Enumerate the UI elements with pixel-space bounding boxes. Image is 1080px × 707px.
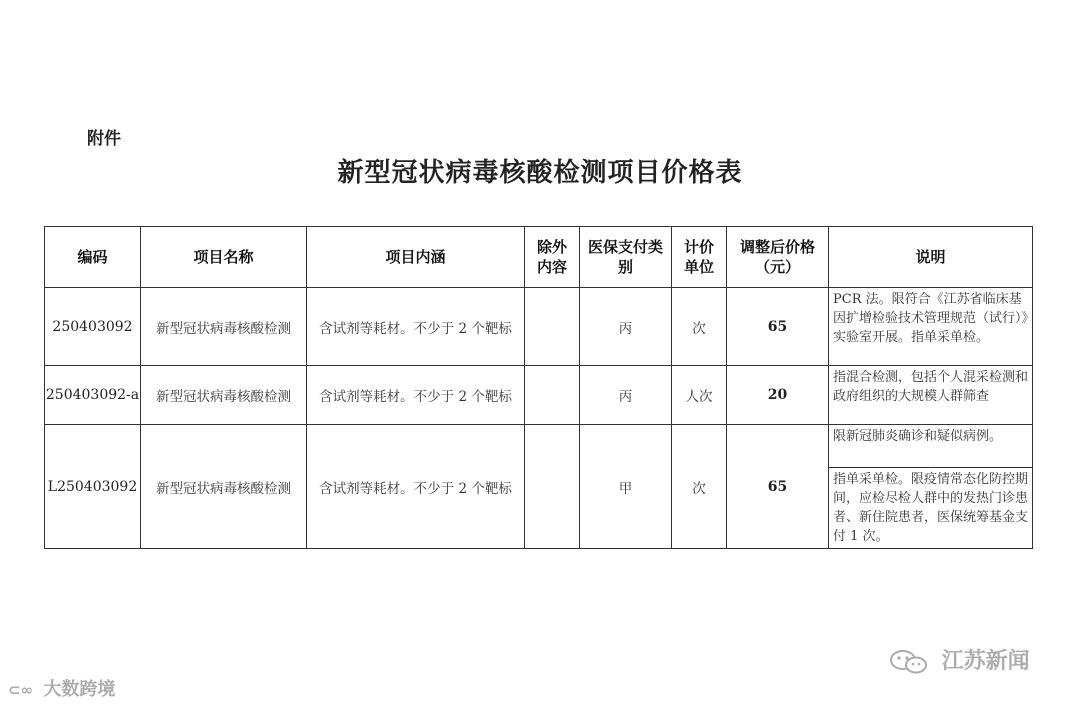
cell-name: 新型冠状病毒核酸检测 (141, 288, 307, 366)
cell-code: L250403092 (45, 425, 141, 549)
watermark-right (888, 644, 1030, 675)
col-header-name: 项目名称 (141, 227, 307, 288)
cell-unit: 次 (672, 425, 727, 549)
cell-code: 250403092 (45, 288, 141, 366)
cell-excluded (525, 425, 580, 549)
cell-content: 含试剂等耗材。不少于 2 个靶标 (307, 366, 525, 425)
note-part-1: 限新冠肺炎确诊和疑似病例。 (829, 425, 1032, 468)
col-header-price: 调整后价格（元） (727, 227, 829, 288)
watermark-left (8, 675, 115, 701)
cell-price: 65 (727, 288, 829, 366)
wechat-icon (888, 649, 930, 675)
cell-category: 甲 (580, 425, 672, 549)
col-header-content: 项目内涵 (307, 227, 525, 288)
watermark-right-text: 江苏新闻 (941, 649, 1030, 674)
cell-name: 新型冠状病毒核酸检测 (141, 366, 307, 425)
header-row (45, 227, 1033, 288)
cell-excluded (525, 366, 580, 425)
cell-code: 250403092-a (45, 366, 141, 425)
col-header-category: 医保支付类别 (580, 227, 672, 288)
cell-name: 新型冠状病毒核酸检测 (141, 425, 307, 549)
cell-price: 20 (727, 366, 829, 425)
table-row (45, 425, 1033, 549)
note-part-2: 指单采单检。限疫情常态化防控期间，应检尽检人群中的发热门诊患者、新住院患者，医保统筹基金支付 1 次。 (833, 472, 1029, 544)
col-header-code: 编码 (45, 227, 141, 288)
cell-note (829, 425, 1033, 549)
col-header-excluded: 除外内容 (525, 227, 580, 288)
cell-category: 丙 (580, 366, 672, 425)
cell-content: 含试剂等耗材。不少于 2 个靶标 (307, 425, 525, 549)
cell-excluded (525, 288, 580, 366)
cell-note: 指混合检测，包括个人混采检测和政府组织的大规模人群筛查 (829, 366, 1033, 425)
cell-unit: 次 (672, 288, 727, 366)
link-logo-icon: ⊂∞ (8, 681, 34, 699)
price-table (44, 226, 1033, 549)
col-header-unit: 计价单位 (672, 227, 727, 288)
watermark-left-text: 大数跨境 (43, 679, 116, 700)
cell-price: 65 (727, 425, 829, 549)
table-row (45, 366, 1033, 425)
page-title: 新型冠状病毒核酸检测项目价格表 (337, 158, 743, 188)
col-header-note: 说明 (829, 227, 1033, 288)
cell-content: 含试剂等耗材。不少于 2 个靶标 (307, 288, 525, 366)
cell-note: PCR 法。限符合《江苏省临床基因扩增检验技术管理规范（试行）》实验室开展。指单采单检。 (829, 288, 1033, 366)
cell-unit: 人次 (672, 366, 727, 425)
attachment-label: 附件 (87, 129, 121, 149)
table-row (45, 288, 1033, 366)
cell-category: 丙 (580, 288, 672, 366)
